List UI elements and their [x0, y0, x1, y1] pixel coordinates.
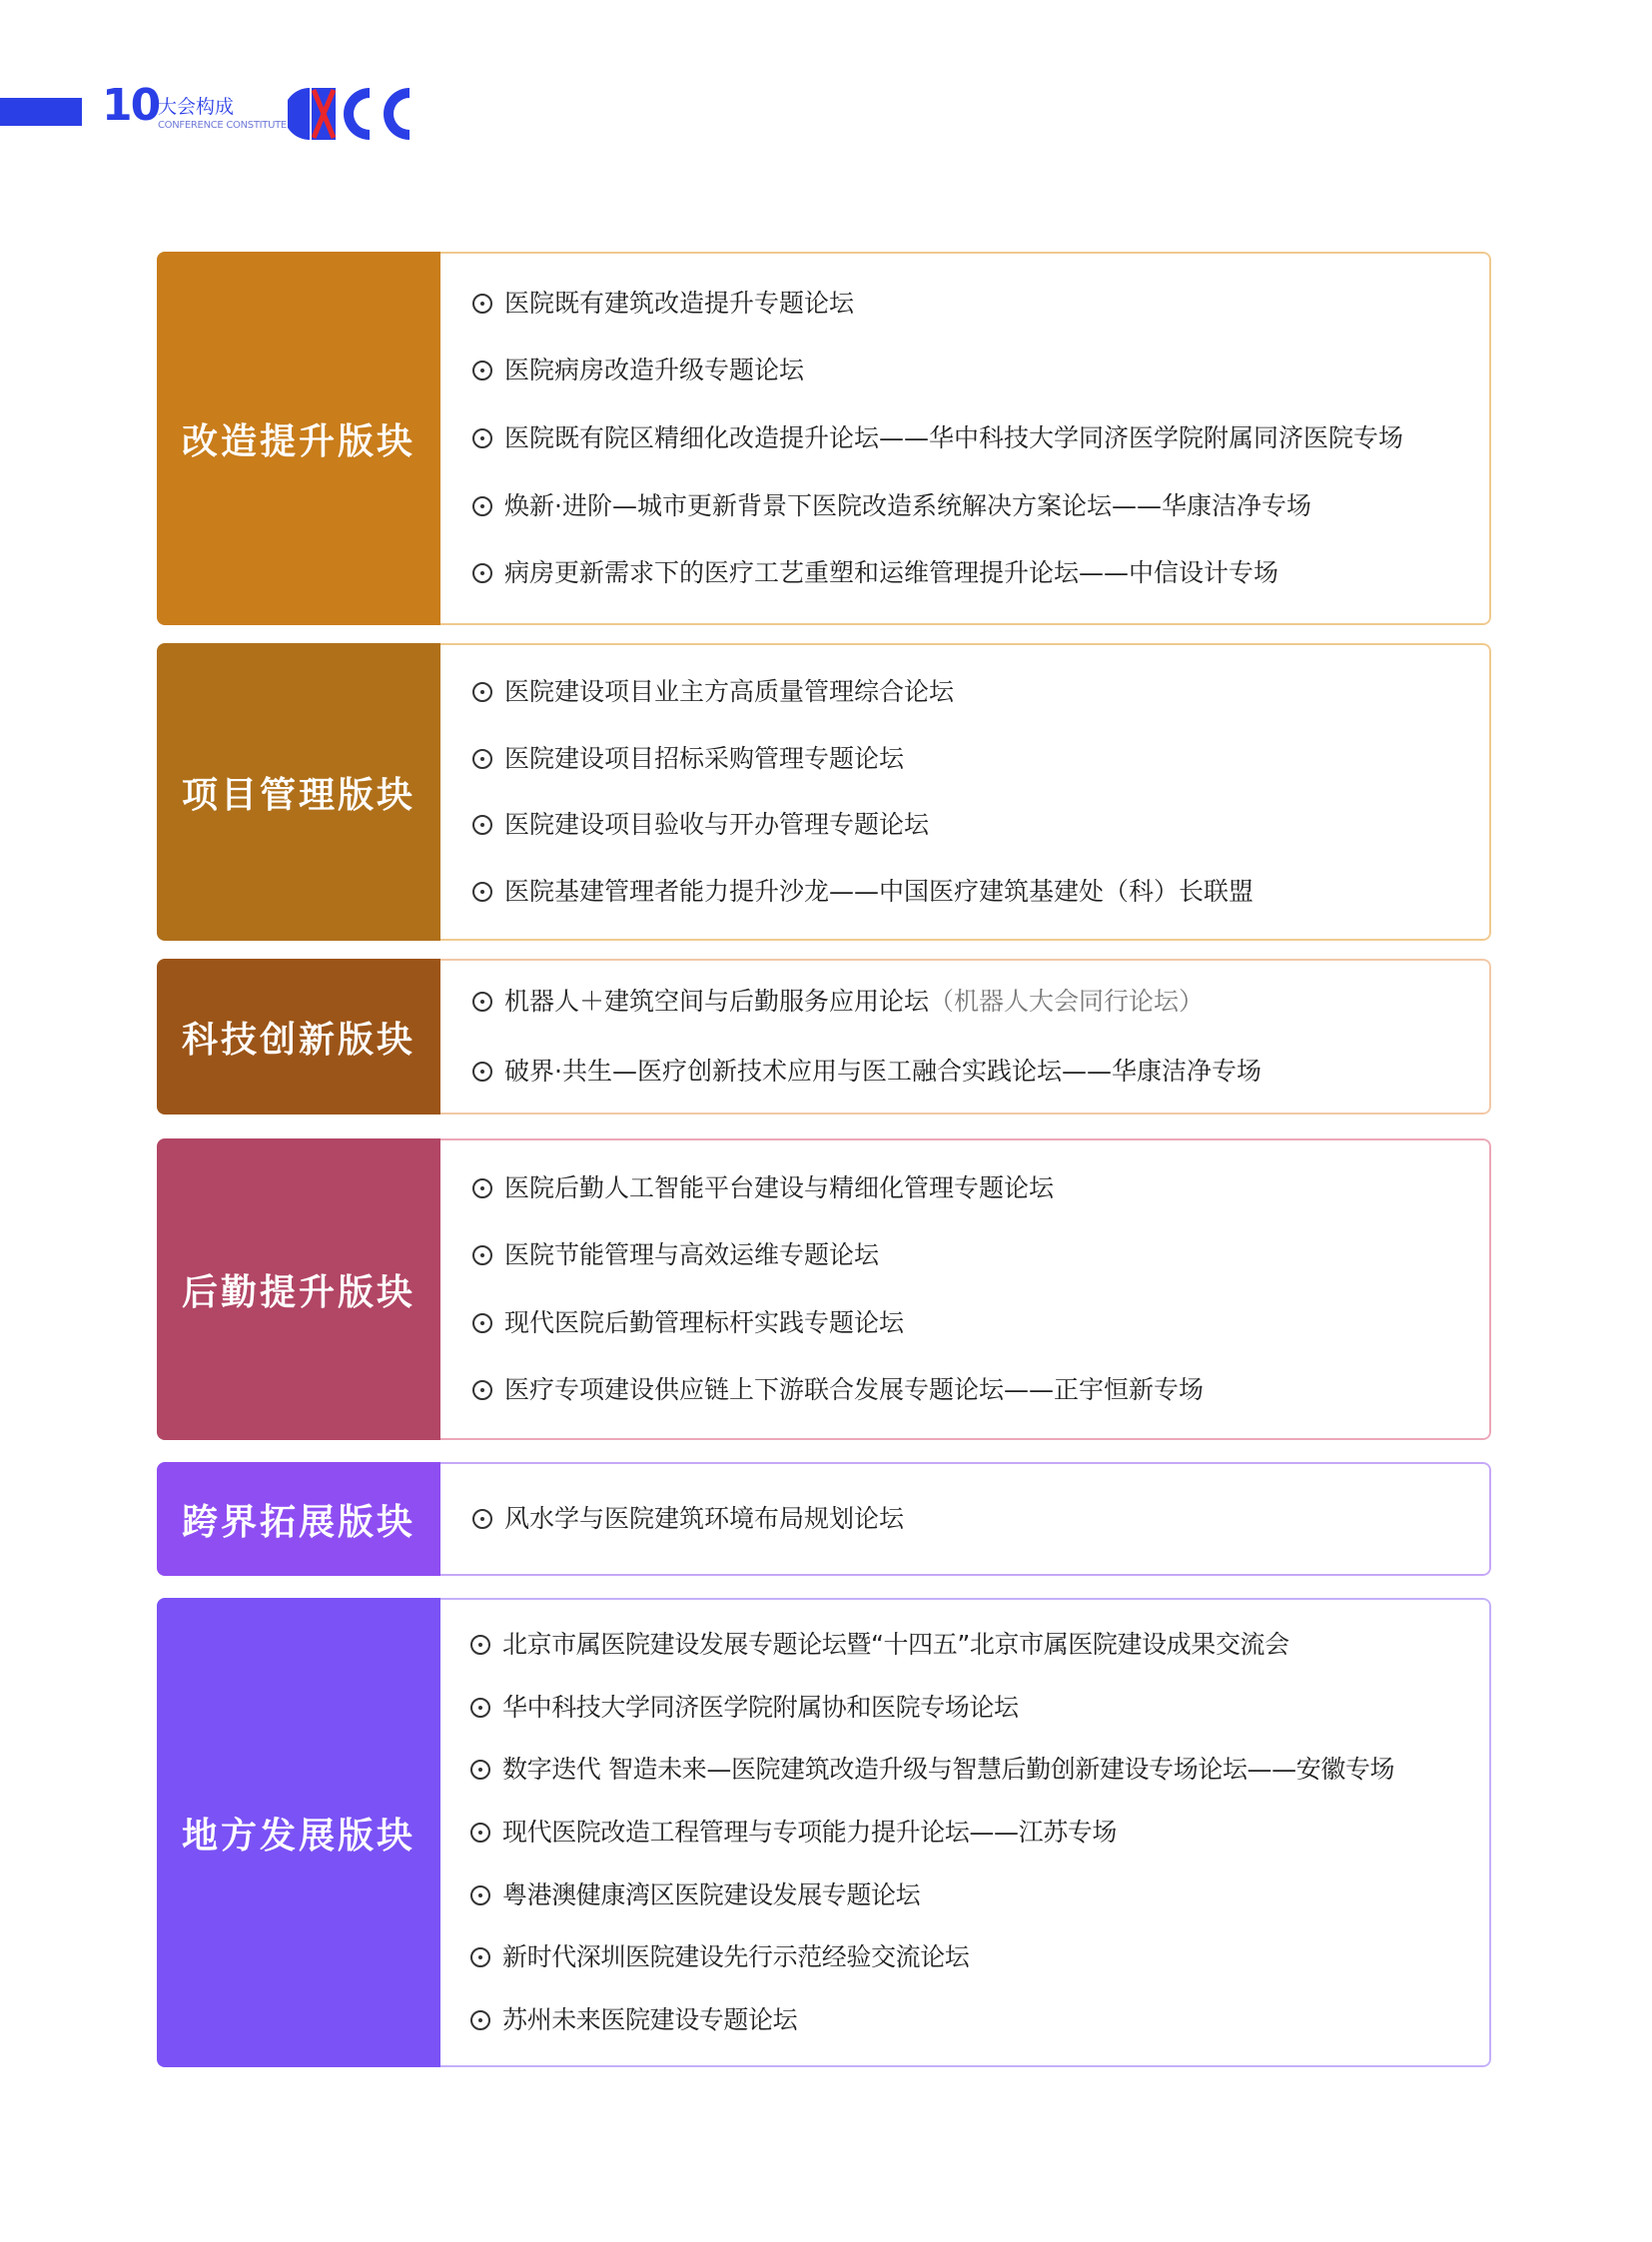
bullet-icon — [472, 1380, 492, 1400]
forum-title: 苏州未来医院建设专题论坛 — [502, 2004, 798, 2034]
section-label: 地方发展版块 — [157, 1598, 440, 2067]
bullet-icon — [472, 1245, 492, 1265]
bullet-icon — [470, 1635, 490, 1655]
forum-title: 北京市属医院建设发展专题论坛暨“十四五”北京市属医院建设成果交流会 — [502, 1630, 1289, 1660]
list-item — [472, 1057, 1489, 1087]
bullet-icon — [472, 563, 492, 583]
section-label: 科技创新版块 — [157, 959, 440, 1115]
list-item — [472, 289, 1489, 319]
forum-title: 医院建设项目招标采购管理专题论坛 — [504, 743, 905, 773]
header-accent-bar — [0, 98, 82, 126]
list-item — [472, 491, 1489, 521]
list-item — [472, 1308, 1489, 1338]
bullet-icon — [472, 428, 492, 448]
forum-title: 医院病房改造升级专题论坛 — [504, 356, 805, 385]
forum-title: 现代医院改造工程管理与专项能力提升论坛——江苏专场 — [502, 1817, 1118, 1847]
bullet-icon — [472, 1509, 492, 1529]
list-item — [472, 1240, 1489, 1270]
list-item — [472, 744, 1489, 774]
section-cross-border — [157, 1462, 1491, 1576]
forum-list — [440, 643, 1491, 941]
section-label: 跨界拓展版块 — [157, 1462, 440, 1576]
forum-list — [440, 252, 1491, 625]
bullet-icon — [472, 682, 492, 702]
forum-list — [440, 1462, 1491, 1576]
forum-note: （机器人大会同行论坛） — [929, 987, 1205, 1016]
bullet-icon — [472, 1313, 492, 1333]
section-label: 改造提升版块 — [157, 252, 440, 625]
bullet-icon — [472, 361, 492, 380]
forum-title: 风水学与医院建筑环境布局规划论坛 — [504, 1504, 905, 1533]
forum-title: 病房更新需求下的医疗工艺重塑和运维管理提升论坛——中信设计专场 — [504, 558, 1279, 588]
list-item — [472, 810, 1489, 840]
bullet-icon — [470, 1698, 490, 1718]
conference-logo-icon — [288, 86, 417, 142]
list-item — [472, 877, 1489, 907]
bullet-icon — [472, 992, 492, 1012]
forum-title: 华中科技大学同济医学院附属协和医院专场论坛 — [502, 1692, 1019, 1722]
bullet-icon — [472, 1062, 492, 1082]
bullet-icon — [470, 1885, 490, 1905]
forum-list — [440, 1138, 1491, 1440]
page-number: 10 — [102, 80, 160, 131]
forum-title: 医疗专项建设供应链上下游联合发展专题论坛——正宇恒新专场 — [504, 1375, 1205, 1405]
forum-title: 医院既有建筑改造提升专题论坛 — [504, 288, 855, 318]
bullet-icon — [472, 882, 492, 902]
bullet-icon — [470, 1760, 490, 1780]
forum-title: 数字迭代 智造未来—医院建筑改造升级与智慧后勤创新建设专场论坛——安徽专场 — [502, 1755, 1395, 1785]
forum-title: 医院既有院区精细化改造提升论坛——华中科技大学同济医学院附属同济医院专场 — [504, 422, 1404, 452]
section-label: 项目管理版块 — [157, 643, 440, 941]
list-item — [472, 1173, 1489, 1203]
forum-title: 医院建设项目业主方高质量管理综合论坛 — [504, 677, 955, 707]
forum-title: 机器人＋建筑空间与后勤服务应用论坛 — [504, 987, 930, 1016]
forum-title: 破界·共生—医疗创新技术应用与医工融合实践论坛——华康洁净专场 — [504, 1057, 1261, 1086]
list-item — [470, 2005, 1489, 2035]
section-title-cn: 大会构成 — [158, 96, 235, 118]
section-regional — [157, 1598, 1491, 2067]
forum-title: 现代医院后勤管理标杆实践专题论坛 — [504, 1307, 905, 1337]
section-tech-innovation — [157, 959, 1491, 1115]
list-item — [472, 423, 1489, 453]
bullet-icon — [470, 2010, 490, 2030]
section-title-en: CONFERENCE CONSTITUTE — [158, 120, 287, 131]
forum-list — [440, 1598, 1491, 2067]
list-item — [470, 1880, 1489, 1910]
bullet-icon — [470, 1823, 490, 1843]
list-item — [470, 1818, 1489, 1848]
list-item — [472, 356, 1489, 385]
forum-title: 医院节能管理与高效运维专题论坛 — [504, 1240, 880, 1270]
forum-title: 焕新·进阶—城市更新背景下医院改造系统解决方案论坛——华康洁净专场 — [504, 490, 1311, 520]
list-item — [470, 1942, 1489, 1972]
forum-title: 新时代深圳医院建设先行示范经验交流论坛 — [502, 1942, 970, 1972]
bullet-icon — [472, 749, 492, 769]
forum-list — [440, 959, 1491, 1115]
bullet-icon — [472, 496, 492, 516]
bullet-icon — [472, 1178, 492, 1198]
section-logistics — [157, 1138, 1491, 1440]
list-item — [470, 1693, 1489, 1723]
forum-title: 粤港澳健康湾区医院建设发展专题论坛 — [502, 1879, 921, 1909]
forum-title: 医院基建管理者能力提升沙龙——中国医疗建筑基建处（科）长联盟 — [504, 876, 1254, 906]
list-item — [470, 1630, 1489, 1660]
bullet-icon — [472, 294, 492, 314]
forum-title: 医院后勤人工智能平台建设与精细化管理专题论坛 — [504, 1172, 1055, 1202]
list-item — [472, 677, 1489, 707]
section-project-management — [157, 643, 1491, 941]
section-label: 后勤提升版块 — [157, 1138, 440, 1440]
list-item — [472, 558, 1489, 588]
list-item — [470, 1755, 1489, 1785]
forum-title: 医院建设项目验收与开办管理专题论坛 — [504, 810, 930, 840]
section-renovation — [157, 252, 1491, 625]
list-item — [472, 1504, 1489, 1534]
list-item — [472, 1375, 1489, 1405]
list-item — [472, 987, 1489, 1017]
bullet-icon — [470, 1947, 490, 1967]
bullet-icon — [472, 815, 492, 835]
